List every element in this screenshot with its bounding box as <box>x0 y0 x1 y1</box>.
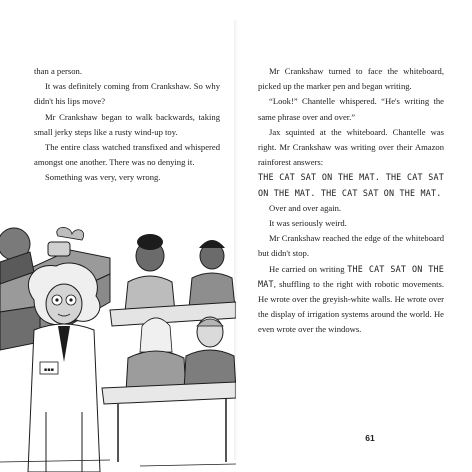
paragraph-text: He carried on writing <box>269 263 348 274</box>
paragraph: Mr Crankshaw turned to face the whiteboard, picked up the marker pen and began writing. <box>258 66 444 92</box>
paragraph: The entire class watched transfixed and whispered amongst one another. There was no denying it. <box>34 142 220 168</box>
front-desk <box>102 382 236 462</box>
student-boy-front <box>184 317 236 390</box>
id-card-label: ▪▪▪ <box>43 367 55 373</box>
paragraph: Something was very, very wrong. <box>45 172 161 183</box>
handwritten-phrase-block: THE CAT SAT ON THE MAT. THE CAT SAT ON THE MAT. THE CAT SAT ON THE MAT. <box>258 172 444 198</box>
classroom-illustration <box>0 222 236 472</box>
right-page <box>236 0 472 472</box>
paragraph: than a person. <box>34 66 82 76</box>
paragraph: It was definitely coming from Crankshaw. So why didn't his lips move? <box>34 81 220 107</box>
paragraph: Mr Crankshaw reached the edge of the whiteboard but didn't stop. <box>258 233 444 259</box>
paragraph: Jax squinted at the whiteboard. Chantelle was right. Mr Crankshaw was writing over their Amazon rainforest answers: <box>258 126 444 168</box>
student-girl-front <box>126 318 186 392</box>
left-text-block <box>34 64 220 186</box>
paragraph: It was seriously weird. <box>269 218 347 229</box>
handwritten-phrase-inline: THE CAT SAT ON THE MAT <box>258 263 444 289</box>
paragraph: Over and over again. <box>269 202 342 213</box>
paragraph-text: , shuffling to the right with robotic movements. He wrote over the greyish-white walls. He wrote over the display of irrigation systems around the world. He even wrote over the windows. <box>258 278 444 335</box>
page-number: 61 <box>365 433 375 443</box>
paragraph: Mr Crankshaw began to walk backwards, taking small jerky steps like a rusty wind-up toy. <box>34 111 220 137</box>
paragraph: “Look!” Chantelle whispered. “He's writing the same phrase over and over.” <box>258 96 444 122</box>
right-text-block <box>258 64 444 338</box>
teacher-figure <box>28 263 100 472</box>
paragraph <box>258 262 444 338</box>
